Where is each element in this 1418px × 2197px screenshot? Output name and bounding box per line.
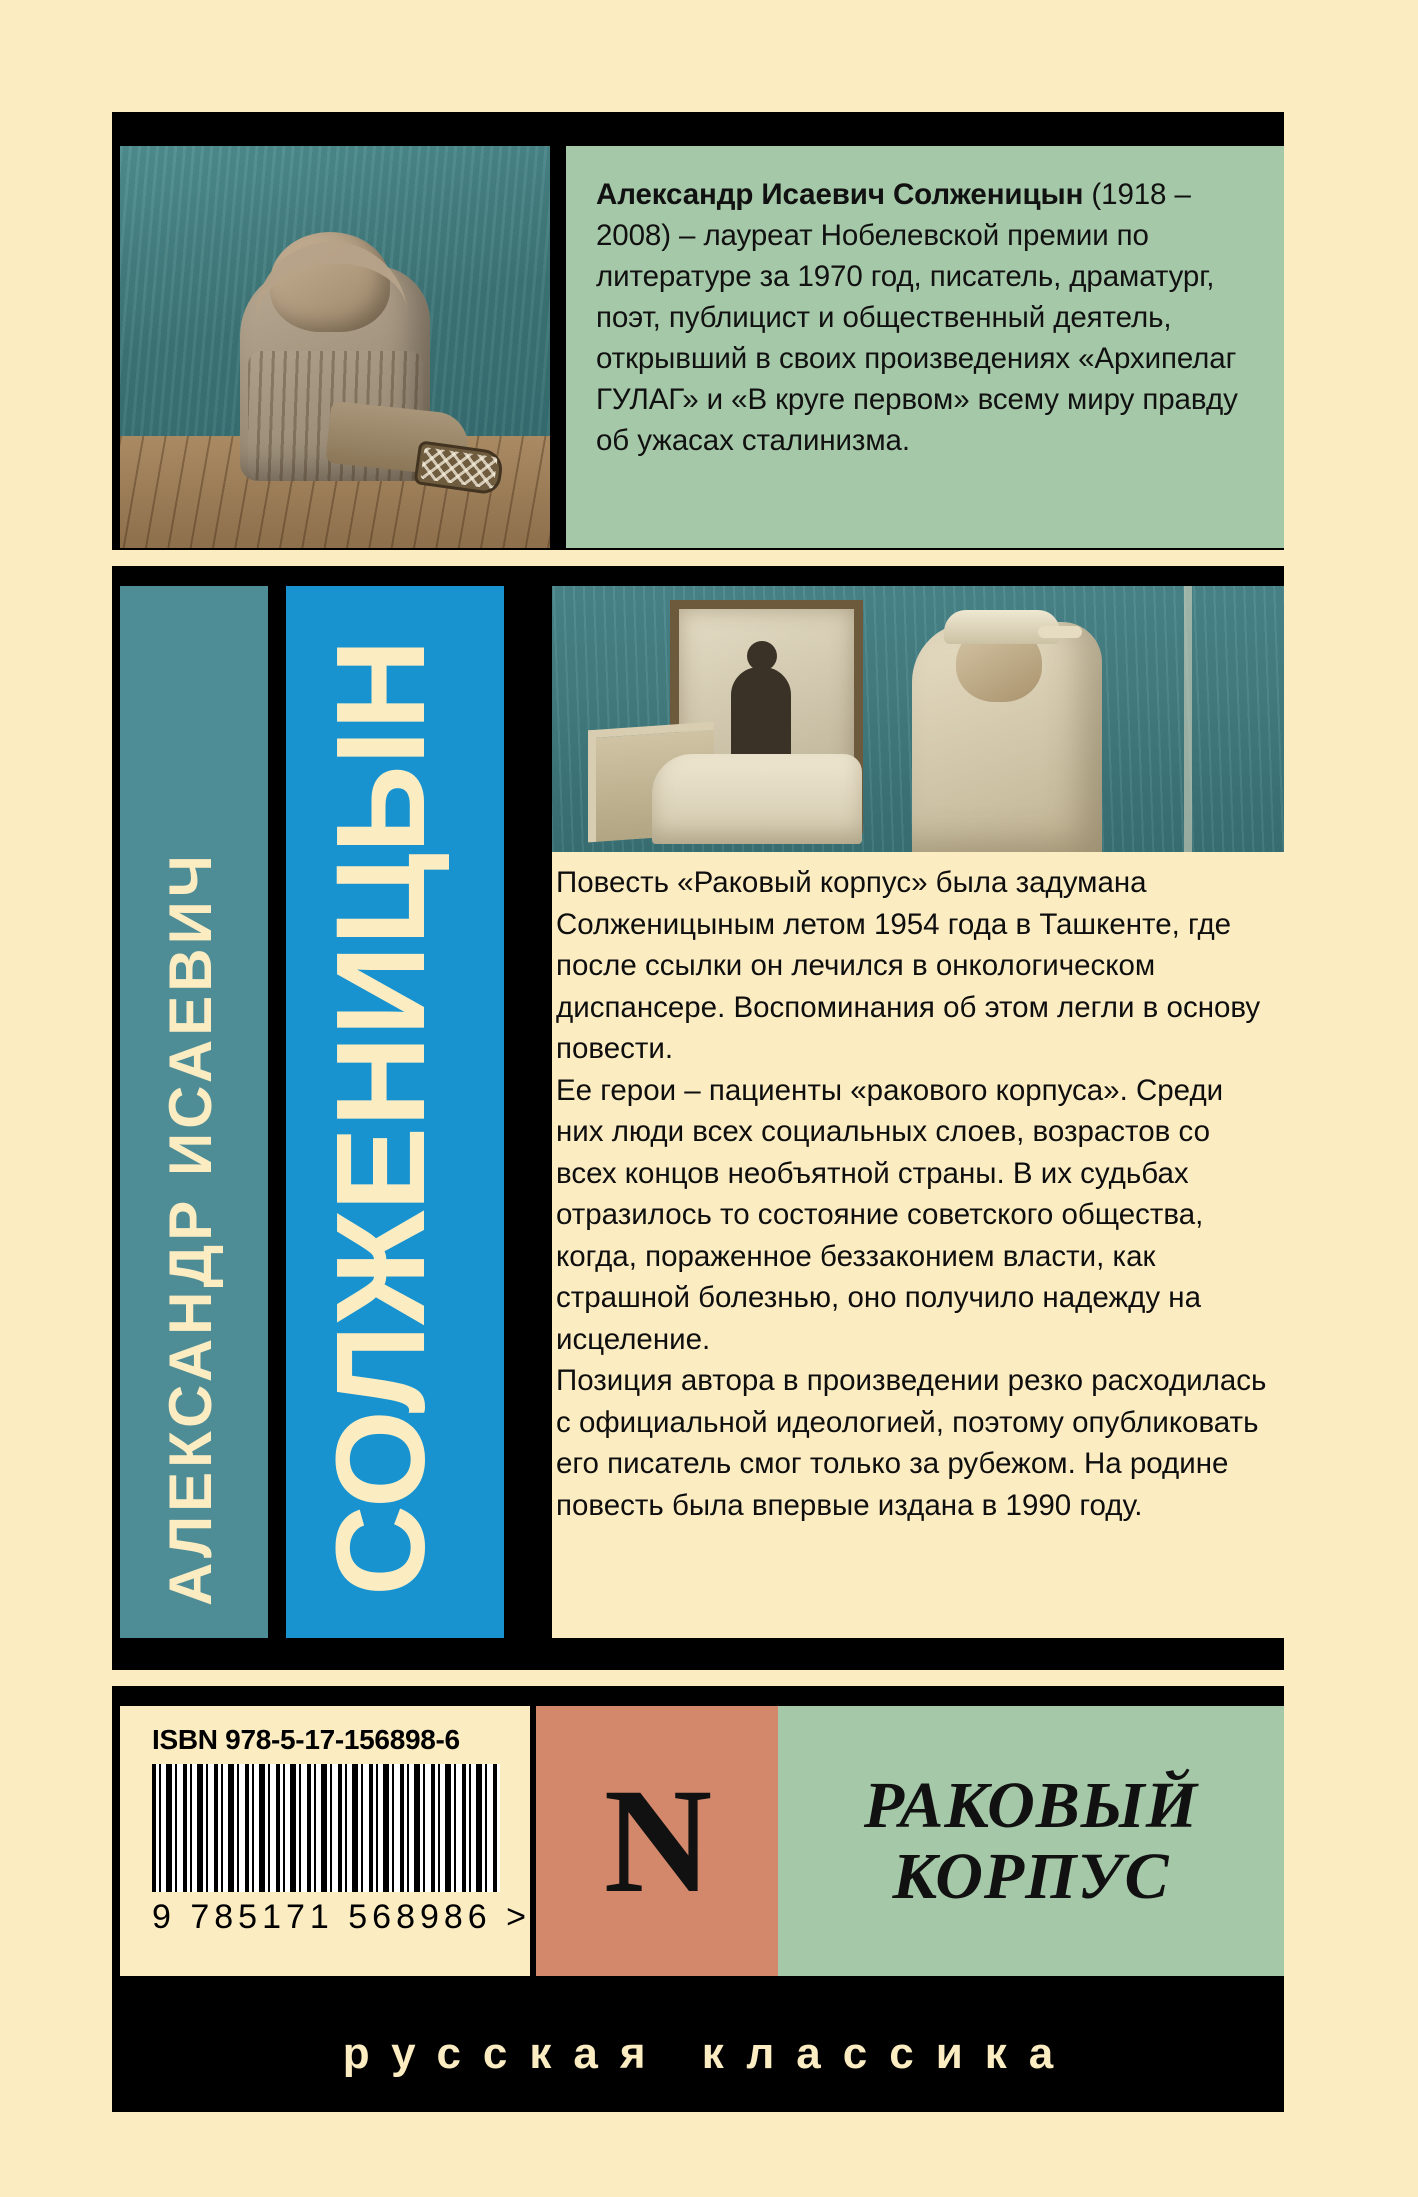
publisher-logo-icon: N [603,1758,711,1924]
isbn-label: ISBN 978-5-17-156898-6 [152,1724,460,1755]
annotation-paragraph-3: Позиция автора в произведении резко расходилась с официальной идеологией, поэтому опубликовать его писатель смог только за рубежом. На родине повесть была впервые издана в 1990 году. [556,1364,1267,1522]
ward-door-frame [1184,586,1192,852]
vertical-author-band [120,586,268,1638]
annotation-paragraph-1: Повесть «Раковый корпус» была задумана Солженицыным летом 1954 года в Ташкенте, где после ссылки он лечился в онкологическом диспансере. Воспоминания об этом легли в основу повести. [556,866,1261,1065]
vertical-surname-band [286,586,504,1638]
ward-bed [652,754,862,844]
ward-man-cap [944,610,1060,644]
hospital-ward-illustration [552,586,1284,852]
author-bio-rest: (1918 – 2008) – лауреат Нобелевской премии по литературе за 1970 год, писатель, драматург, поэт, публицист и общественный деятель, открывший в своих произведениях «Архипелаг ГУЛАГ» и «В круге первом» всему миру правду об ужасах сталинизма. [596,178,1238,457]
author-portrait-illustration [120,146,550,548]
author-bio-text [596,174,1254,461]
author-bio-panel [566,146,1284,548]
annotation-paragraph-2: Ее герои – пациенты «ракового корпуса». Среди них люди всех социальных слоев, возрастов со всех концов необъятной страны. В их судьбах отразилось то состояние советского общества, когда, пораженное беззаконием власти, как страшной болезнью, оно получило надежду на исцеление. [556,1073,1224,1356]
book-title-line-2: КОРПУС [892,1840,1170,1913]
book-title-line-1: РАКОВЫЙ [863,1768,1199,1842]
vertical-author-text: АЛЕКСАНДР ИСАЕВИЧ [157,851,224,1606]
isbn-barcode-area [120,1706,530,1976]
series-strip [112,1996,1284,2112]
barcode-digits: 9 785171 568986 > [152,1898,532,1936]
annotation-text [556,862,1276,1526]
annotation-panel [552,852,1284,1638]
book-title-box [778,1706,1284,1976]
publisher-logo-box [536,1706,778,1976]
author-name: Александр Исаевич Солженицын [596,178,1084,211]
barcode-icon [152,1764,500,1892]
series-name: русская классика [342,2029,1076,2078]
vertical-surname-text: СОЛЖЕНИЦЫН [310,639,451,1596]
